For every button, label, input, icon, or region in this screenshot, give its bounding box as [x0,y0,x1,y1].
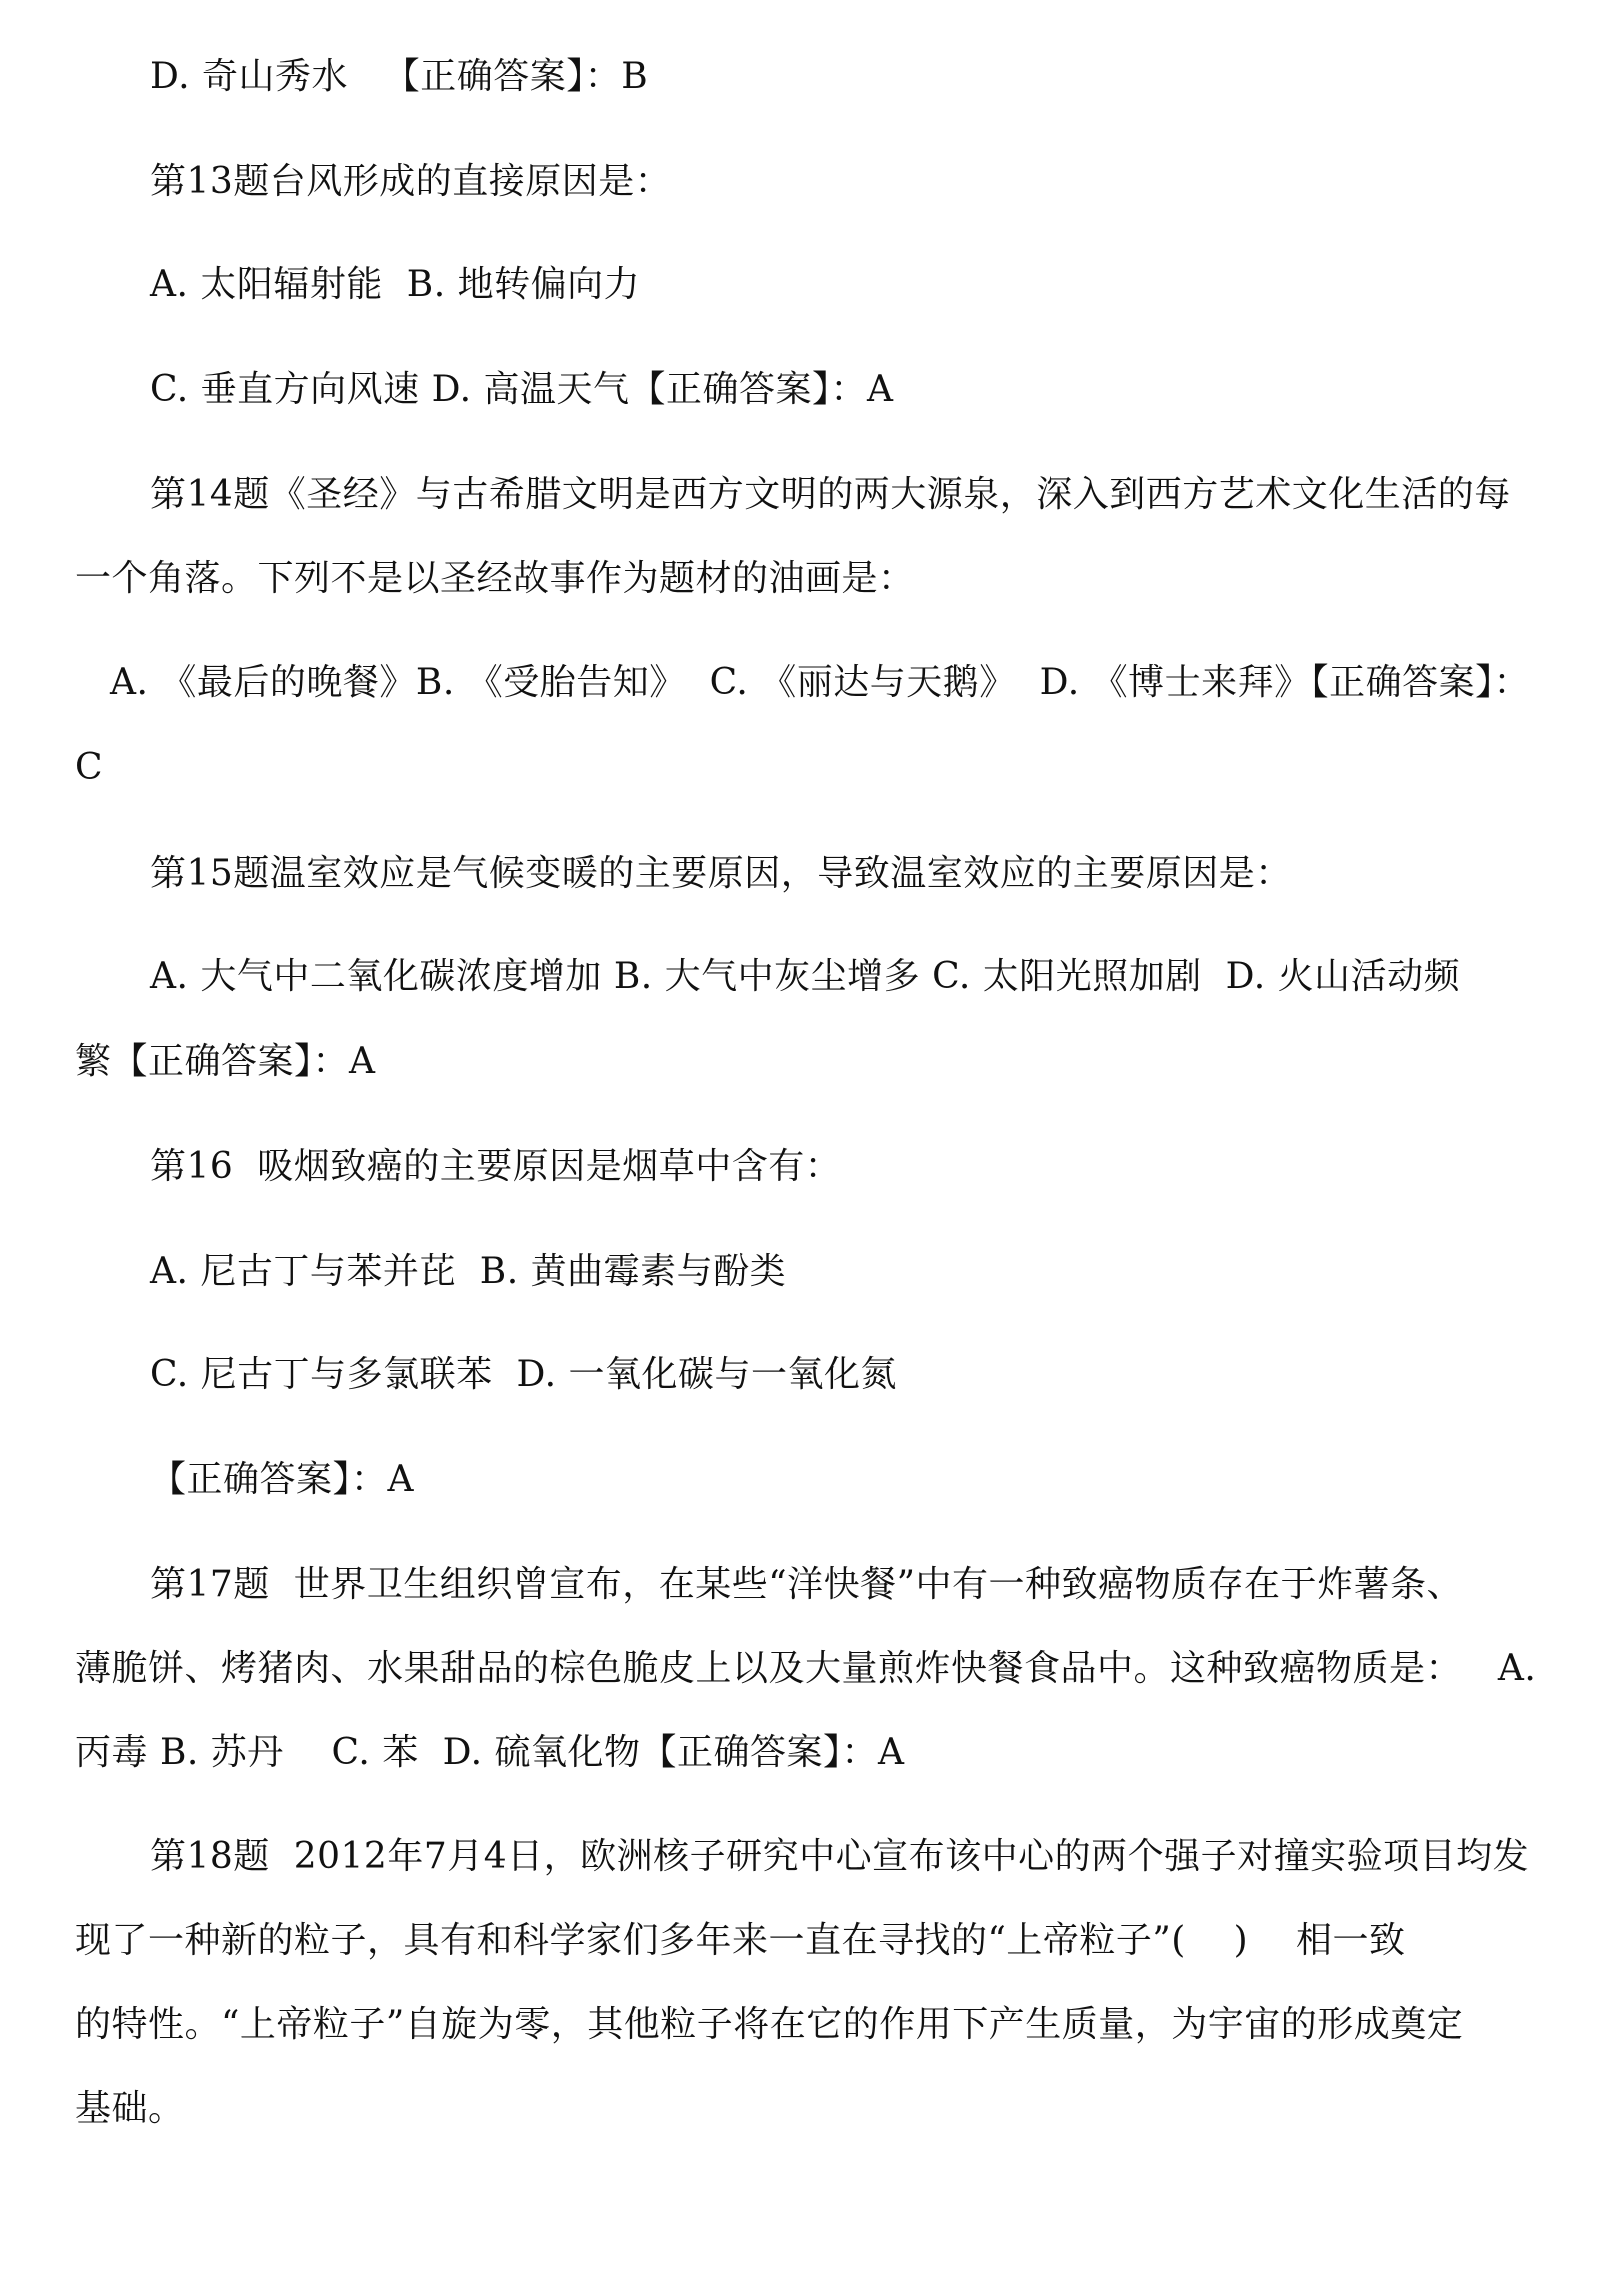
q16-question: 第16 吸烟致癌的主要原因是烟草中含有： [150,1146,842,1187]
q16-options-cd: C. 尼古丁与多氯联苯 D. 一氧化碳与一氧化氮 [150,1354,898,1395]
q15-options: A. 大气中二氧化碳浓度增加 B. 大气中灰尘增多 C. 太阳光照加剧 D. 火山活动频 [150,956,1461,997]
q14-options: A. 《最后的晚餐》B. 《受胎告知》 C. 《丽达与天鹅》 D. 《博士来拜》【正确答案】： [110,662,1531,703]
q16-answer: 【正确答案】：A [150,1459,414,1500]
q15-question: 第15题温室效应是气候变暖的主要原因，导致温室效应的主要原因是： [150,853,1292,894]
q14-answer: C [75,747,104,788]
q18-question-line4: 基础。 [75,2088,185,2129]
q12-option-d-answer: D. 奇山秀水 【正确答案】：B [150,56,649,97]
q17-question-line2: 薄脆饼、烤猪肉、水果甜品的棕色脆皮上以及大量煎炸快餐食品中。这种致癌物质是： A. [75,1648,1537,1689]
q14-question-line2: 一个角落。下列不是以圣经故事作为题材的油画是： [75,558,915,599]
q13-question: 第13题台风形成的直接原因是： [150,161,672,202]
q16-options-ab: A. 尼古丁与苯并芘 B. 黄曲霉素与酚类 [150,1251,787,1292]
q14-question-line1: 第14题《圣经》与古希腊文明是西方文明的两大源泉，深入到西方艺术文化生活的每 [150,474,1511,515]
q18-question-line1: 第18题 2012年7月4日，欧洲核子研究中心宣布该中心的两个强子对撞实验项目均发 [150,1836,1530,1877]
q15-answer: 繁【正确答案】：A [75,1041,376,1082]
q18-question-line3: 的特性。“上帝粒子”自旋为零，其他粒子将在它的作用下产生质量，为宇宙的形成奠定 [75,2004,1464,2045]
q13-options-ab: A. 太阳辐射能 B. 地转偏向力 [150,264,641,305]
q17-options-answer: 丙毒 B. 苏丹 C. 苯 D. 硫氧化物【正确答案】：A [75,1732,905,1773]
q13-options-cd-answer: C. 垂直方向风速 D. 高温天气【正确答案】：A [150,369,894,410]
q18-question-line2: 现了一种新的粒子，具有和科学家们多年来一直在寻找的“上帝粒子”( ) 相一致 [75,1920,1406,1961]
q17-question-line1: 第17题 世界卫生组织曾宣布，在某些“洋快餐”中有一种致癌物质存在于炸薯条、 [150,1564,1464,1605]
